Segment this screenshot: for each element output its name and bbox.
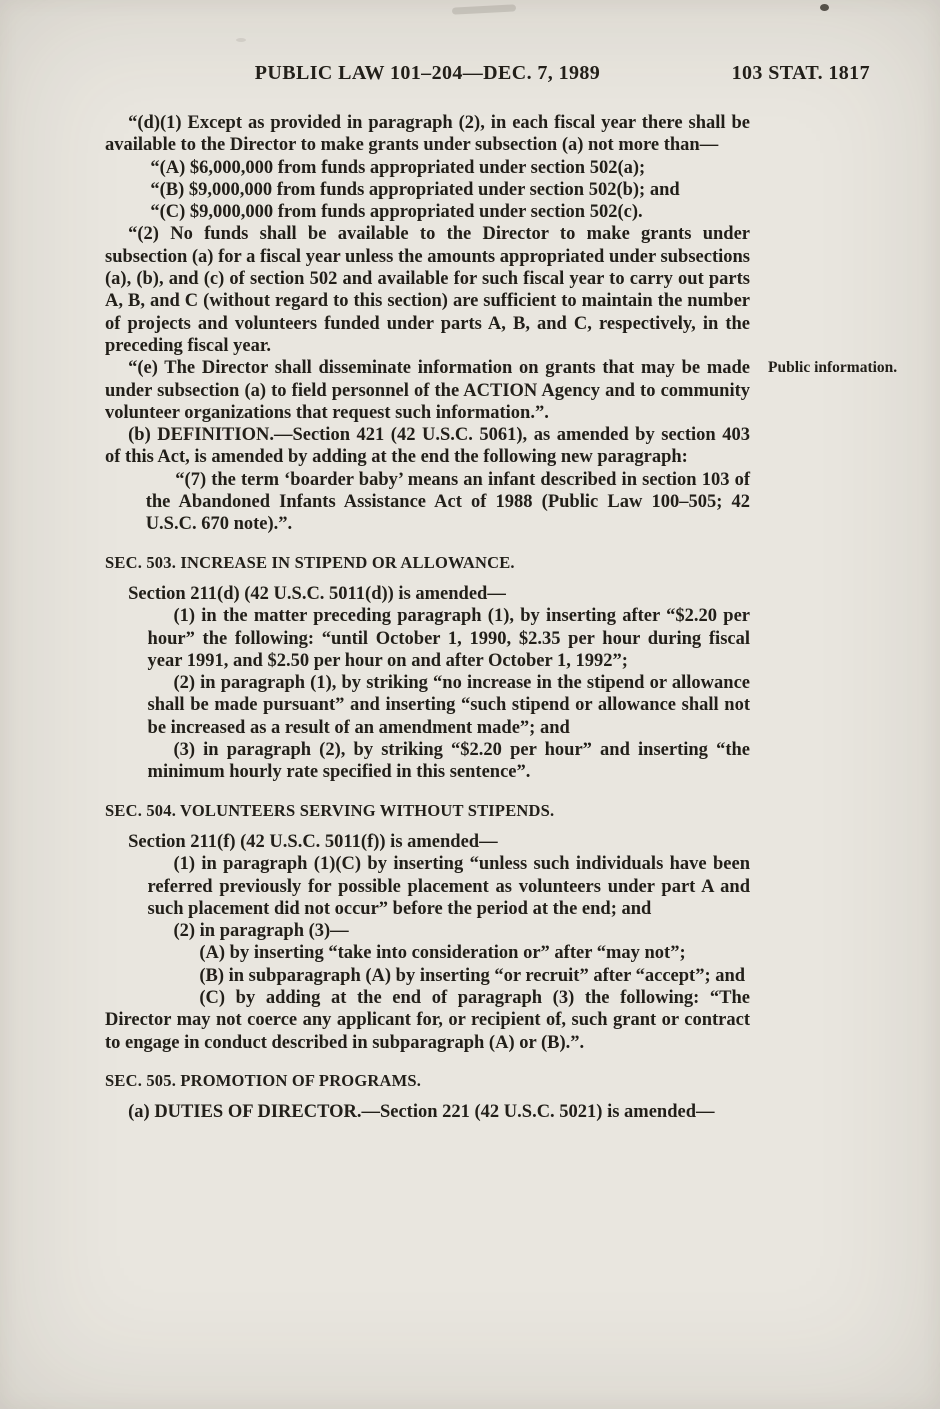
paragraph: “(A) $6,000,000 from funds appropriated under section 502(a); [150, 157, 646, 178]
paragraph: “(d)(1) Except as provided in paragraph (2), in each fiscal year there shall be available to the Director to make grants under subsection (a) not more than— [105, 113, 750, 156]
margin-note: Public information. [768, 359, 898, 377]
paragraph: (A) by inserting “take into consideration or” after “may not”; [199, 943, 686, 964]
paragraph: (a) DUTIES OF DIRECTOR.—Section 221 (42 U.S.C. 5021) is amended— [128, 1102, 715, 1123]
stat-ref: 103 STAT. 1817 [731, 62, 870, 84]
section-heading: SEC. 504. VOLUNTEERS SERVING WITHOUT STIPENDS. [105, 800, 555, 820]
paragraph: Section 211(d) (42 U.S.C. 5011(d)) is amended— [128, 583, 506, 604]
section-heading: SEC. 503. INCREASE IN STIPEND OR ALLOWANCE. [105, 552, 515, 572]
paragraph: “(7) the term ‘boarder baby’ means an infant described in section 103 of the Abandoned Infants Assistance Act of 1988 (Public Law 100–505; 42 U.S.C. 670 note).”. [145, 469, 750, 535]
paragraph: (b) DEFINITION.—Section 421 (42 U.S.C. 5061), as amended by section 403 of this Act, is amended by adding at the end the following new paragraph: [105, 425, 750, 468]
paragraph: “(2) No funds shall be available to the Director to make grants under subsection (a) for a fiscal year unless the amounts appropriated under subsections (a), (b), and (c) of section 502 and available for such fiscal year to carry out parts A, B, and C (without regard to this section) are sufficient to maintain the number of projects and volunteers funded under parts A, B, and C, respectively, in the preceding fiscal year. [105, 224, 750, 356]
paragraph: (2) in paragraph (1), by striking “no increase in the stipend or allowance shall be made pursuant” and inserting “such stipend or allowance shall not be increased as a result of an amendment made”; and [147, 673, 750, 738]
paragraph: “(B) $9,000,000 from funds appropriated under section 502(b); and [150, 179, 680, 200]
scan-artifact [820, 4, 829, 11]
paragraph: (3) in paragraph (2), by striking “$2.20 per hour” and inserting “the minimum hourly rate specified in this sentence”. [147, 740, 750, 783]
law-title: PUBLIC LAW 101–204—DEC. 7, 1989 [254, 62, 601, 84]
scan-artifact [236, 38, 246, 42]
paragraph-with-note [105, 357, 898, 424]
scan-artifact [452, 4, 516, 14]
paragraph: (B) in subparagraph (A) by inserting “or recruit” after “accept”; and [199, 965, 746, 986]
statute-text [105, 112, 898, 1123]
paragraph: Section 211(f) (42 U.S.C. 5011(f)) is amended— [128, 831, 498, 852]
paragraph: (2) in paragraph (3)— [173, 921, 349, 942]
paragraph: (1) in the matter preceding paragraph (1), by inserting after “$2.20 per hour” the following: “until October 1, 1990, $2.35 per hour during fiscal year 1991, and $2.50 per hour on and after October 1, 1992”; [147, 606, 750, 671]
section-heading: SEC. 505. PROMOTION OF PROGRAMS. [105, 1070, 422, 1090]
paragraph: (C) by adding at the end of paragraph (3) the following: “The Director may not coerce any applicant for, or recipient of, such grant or contract to engage in conduct described in subparagraph (A) or (B).”. [105, 987, 750, 1053]
page-header [105, 60, 870, 86]
paragraph: “(e) The Director shall disseminate information on grants that may be made under subsection (a) to field personnel of the ACTION Agency and to community volunteer organizations that request such information.”. [105, 358, 750, 423]
paragraph: (1) in paragraph (1)(C) by inserting “unless such individuals have been referred previously for possible placement as volunteers under part A and such placement did not occur” before the period at the end; and [147, 854, 750, 919]
paragraph: “(C) $9,000,000 from funds appropriated under section 502(c). [150, 202, 643, 223]
